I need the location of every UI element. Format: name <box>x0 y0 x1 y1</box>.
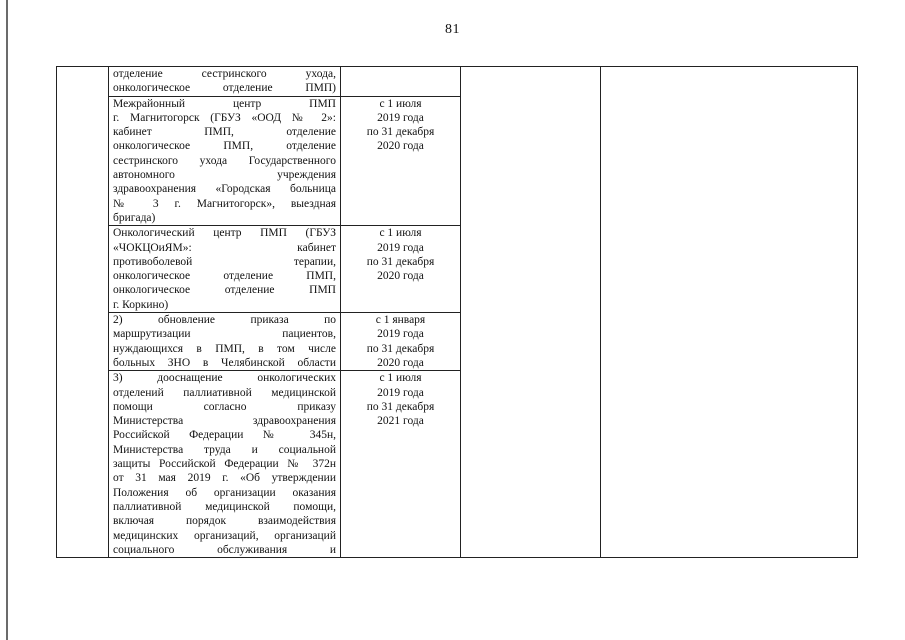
activity-text-line: Межрайонный центр ПМП <box>113 97 336 110</box>
period-text-line: 2020 года <box>377 270 424 283</box>
activity-text-line: 2) обновление приказа по <box>113 314 336 327</box>
period-text-line: 2019 года <box>377 241 424 254</box>
activity-text-line: отделений паллиативной медицинской <box>113 386 336 399</box>
period-text-line: по 31 декабря <box>366 255 435 268</box>
period-text-line: по 31 декабря <box>366 342 435 355</box>
activity-text-line: «ЧОКЦОиЯМ»: кабинет <box>113 241 336 254</box>
activity-text-line: онкологическое отделение ПМП <box>113 284 336 297</box>
activity-text-line: онкологическое отделение ПМП) <box>113 82 336 95</box>
responsible-cell <box>461 67 601 558</box>
activity-text-line: Российской Федерации № 345н, <box>113 429 336 442</box>
period-text-line: 2020 года <box>377 356 424 369</box>
period-text-line: с 1 июля <box>379 97 422 110</box>
period-cell <box>341 313 461 371</box>
number-cell <box>57 67 109 558</box>
activity-text-line: г. Коркино) <box>113 298 169 311</box>
activity-text-line: социального обслуживания и <box>113 543 336 556</box>
period-text-line: 2019 года <box>377 386 424 399</box>
activity-text-line: Министерства здравоохранения <box>113 415 336 428</box>
activity-text-line: здравоохранения «Городская больница <box>113 183 336 196</box>
activity-cell <box>109 226 341 313</box>
page-number: 81 <box>445 22 460 37</box>
period-text-line: по 31 декабря <box>366 400 435 413</box>
period-text-line: 2021 года <box>377 415 424 428</box>
activity-text-line: Министерства труда и социальной <box>113 443 336 456</box>
period-cell <box>341 96 461 226</box>
activity-text-line: г. Магнитогорск (ГБУЗ «ООД № 2»: <box>113 111 336 124</box>
period-text-line: 2019 года <box>377 328 424 341</box>
activity-text-line: маршрутизации пациентов, <box>113 328 336 341</box>
activity-text-line: включая порядок взаимодействия <box>113 515 336 528</box>
activity-text-line: противоболевой терапии, <box>113 255 336 268</box>
activity-text-line: 3) дооснащение онкологических <box>113 372 336 385</box>
activity-text-line: № 3 г. Магнитогорск», выездная <box>113 197 336 210</box>
activity-text-line: сестринского ухода Государственного <box>113 154 336 167</box>
activity-text-line: нуждающихся в ПМП, в том числе <box>113 342 336 355</box>
period-text-line: с 1 июля <box>379 372 422 385</box>
table-row <box>57 67 858 97</box>
activity-cell <box>109 371 341 558</box>
activity-text-line: паллиативной медицинской помощи, <box>113 500 336 513</box>
period-text-line: по 31 декабря <box>366 126 435 139</box>
activity-text-line: от 31 мая 2019 г. «Об утверждении <box>113 472 336 485</box>
period-cell <box>341 371 461 558</box>
plan-table <box>56 66 858 558</box>
activity-text-line: отделение сестринского ухода, <box>113 68 336 80</box>
activity-cell <box>109 96 341 226</box>
activity-text-line: Положения об организации оказания <box>113 486 336 499</box>
activity-text-line: помощи согласно приказу <box>113 400 336 413</box>
period-cell <box>341 67 461 97</box>
activity-cell <box>109 67 341 97</box>
activity-cell <box>109 313 341 371</box>
activity-text-line: больных ЗНО в Челябинской области <box>113 356 336 369</box>
period-cell <box>341 226 461 313</box>
page-edge-shadow <box>6 0 8 640</box>
activity-text-line: Онкологический центр ПМП (ГБУЗ <box>113 227 336 240</box>
period-text-line: с 1 января <box>375 314 426 327</box>
activity-text-line: кабинет ПМП, отделение <box>113 126 336 139</box>
period-text-line: 2019 года <box>377 111 424 124</box>
period-text-line: с 1 июля <box>379 227 422 240</box>
activity-text-line: автономного учреждения <box>113 169 336 182</box>
result-cell <box>601 67 858 558</box>
period-text-line: 2020 года <box>377 140 424 153</box>
activity-text-line: онкологическое ПМП, отделение <box>113 140 336 153</box>
activity-text-line: медицинских организаций, организаций <box>113 529 336 542</box>
activity-text-line: бригада) <box>113 211 156 224</box>
activity-text-line: защиты Российской Федерации № 372н <box>113 458 336 471</box>
plan-table-body <box>57 67 858 558</box>
activity-text-line: онкологическое отделение ПМП, <box>113 270 336 283</box>
